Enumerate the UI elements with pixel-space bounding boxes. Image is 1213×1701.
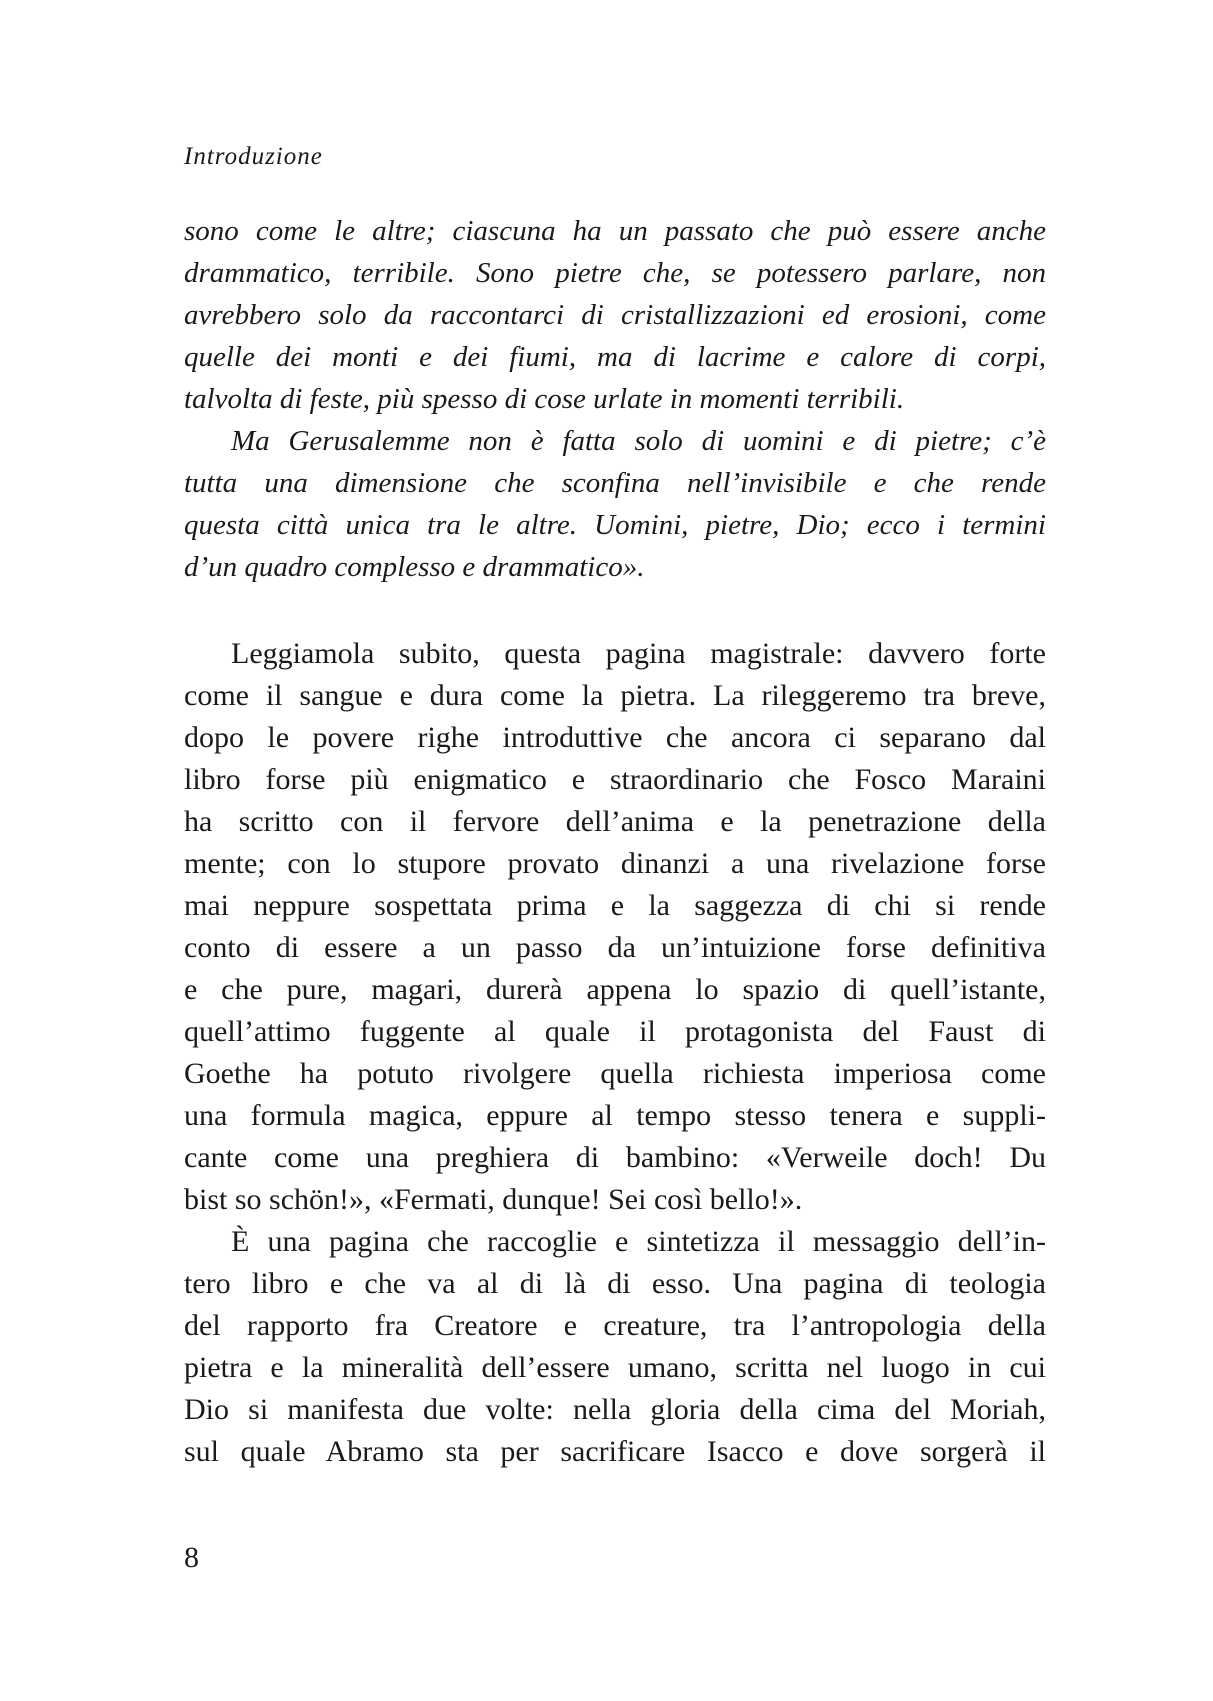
body-line: ha scritto con il fervore dell’anima e la penetrazione della <box>184 805 1046 838</box>
quote-line: Ma Gerusalemme non è fatta solo di uomini e di pietre; c’è <box>231 425 1046 457</box>
body-line: mai neppure sospettata prima e la saggezza di chi si rende <box>184 889 1046 922</box>
quote-line: drammatico, terribile. Sono pietre che, se potessero parlare, non <box>184 257 1046 289</box>
body-line: tero libro e che va al di là di esso. Una pagina di teologia <box>184 1267 1046 1300</box>
body-line: sul quale Abramo sta per sacrificare Isacco e dove sorgerà il <box>184 1435 1046 1468</box>
running-head: Introduzione <box>184 143 323 170</box>
page-number: 8 <box>184 1541 199 1574</box>
body-line: dopo le povere righe introduttive che ancora ci separano dal <box>184 721 1046 754</box>
body-line: cante come una preghiera di bambino: «Verweile doch! Du <box>184 1141 1046 1174</box>
quote-line: questa città unica tra le altre. Uomini, pietre, Dio; ecco i termini <box>184 509 1046 541</box>
quote-line: quelle dei monti e dei fiumi, ma di lacrime e calore di corpi, <box>184 341 1046 373</box>
body-line: del rapporto fra Creatore e creature, tra l’antropologia della <box>184 1309 1046 1342</box>
body-line: mente; con lo stupore provato dinanzi a una rivelazione forse <box>184 847 1046 880</box>
body-line: Dio si manifesta due volte: nella gloria della cima del Moriah, <box>184 1393 1046 1426</box>
quote-line: talvolta di feste, più spesso di cose urlate in momenti terribili. <box>184 383 905 415</box>
body-line: quell’attimo fuggente al quale il protagonista del Faust di <box>184 1015 1046 1048</box>
body-line: Leggiamola subito, questa pagina magistrale: davvero forte <box>231 637 1046 670</box>
body-text <box>184 633 1046 1473</box>
quoted-passage <box>184 210 1046 588</box>
body-line: pietra e la mineralità dell’essere umano, scritta nel luogo in cui <box>184 1351 1046 1384</box>
quote-line: tutta una dimensione che sconfina nell’invisibile e che rende <box>184 467 1046 499</box>
quote-line: d’un quadro complesso e drammatico». <box>184 551 645 583</box>
body-line: come il sangue e dura come la pietra. La rileggeremo tra breve, <box>184 679 1046 712</box>
quote-line: avrebbero solo da raccontarci di cristallizzazioni ed erosioni, come <box>184 299 1046 331</box>
body-line: e che pure, magari, durerà appena lo spazio di quell’istante, <box>184 973 1046 1006</box>
body-line: libro forse più enigmatico e straordinario che Fosco Maraini <box>184 763 1046 796</box>
body-line: È una pagina che raccoglie e sintetizza il messaggio dell’in- <box>231 1225 1046 1258</box>
body-line: conto di essere a un passo da un’intuizione forse definitiva <box>184 931 1046 964</box>
body-line: Goethe ha potuto rivolgere quella richiesta imperiosa come <box>184 1057 1046 1090</box>
body-line: bist so schön!», «Fermati, dunque! Sei così bello!». <box>184 1183 803 1216</box>
quote-line: sono come le altre; ciascuna ha un passato che può essere anche <box>184 215 1046 247</box>
body-line: una formula magica, eppure al tempo stesso tenera e suppli- <box>184 1099 1046 1132</box>
